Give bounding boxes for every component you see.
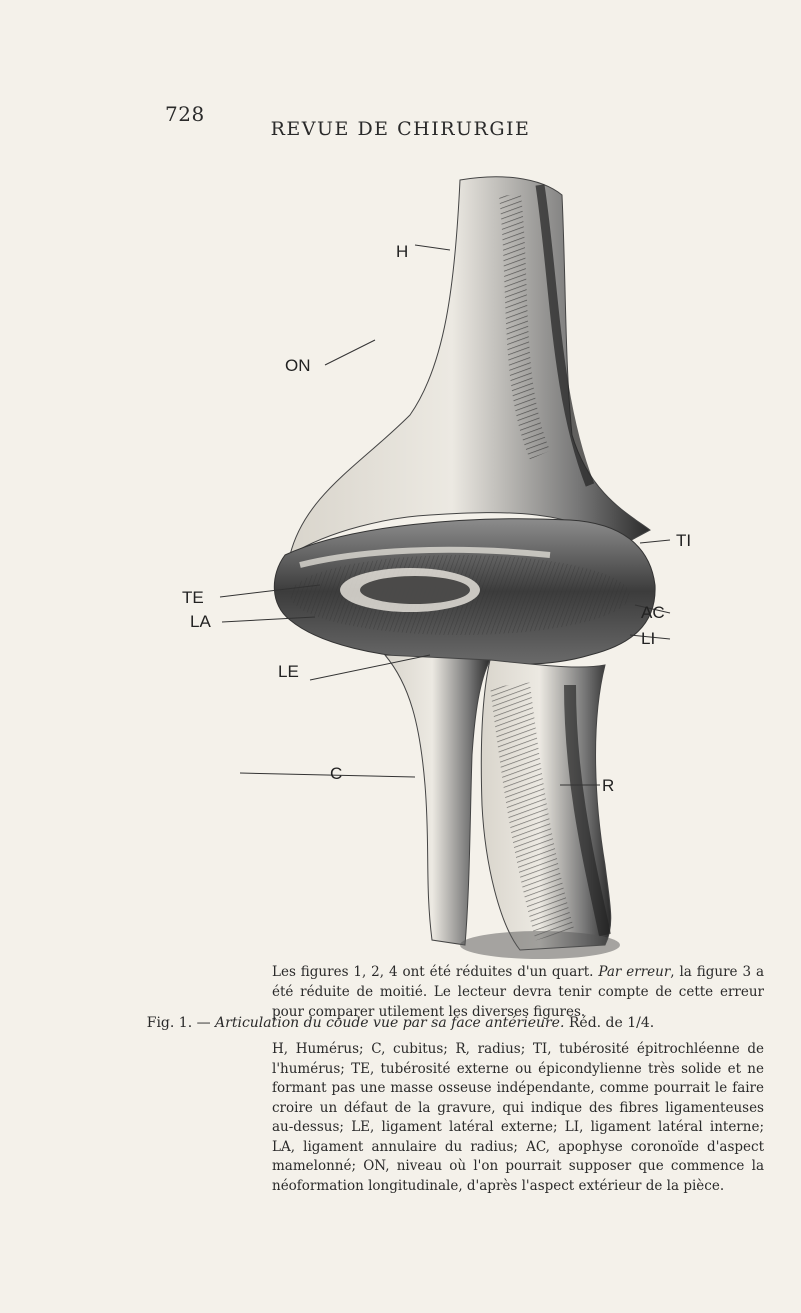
elbow-engraving <box>182 165 730 955</box>
humerus-shape <box>290 177 650 555</box>
reduction-note <box>272 962 764 1022</box>
page-number: 728 <box>165 102 205 126</box>
label-TE: TE <box>182 588 204 607</box>
running-head: REVUE DE CHIRURGIE <box>270 118 531 140</box>
figure-label: Fig. 1. — <box>146 1015 216 1031</box>
label-LA: LA <box>190 612 211 631</box>
label-R: R <box>602 776 615 795</box>
label-C: C <box>330 764 343 783</box>
label-AC: AC <box>641 603 665 622</box>
note-text-part1: Les figures 1, 2, 4 ont été réduites d'un quart. <box>272 964 599 980</box>
ulna-shape <box>385 655 490 945</box>
note-text-italic: Par erreur <box>598 964 671 980</box>
label-H: H <box>396 242 409 261</box>
figure-caption <box>0 1015 801 1031</box>
figure-title: Articulation du coude vue par sa face antérieure. <box>215 1015 565 1031</box>
note-text-part2: , la figure 3 a été réduite de moitié. Le lecteur devra tenir compte de cette erreur pour comparer utilement les diverses figures. <box>272 964 764 1020</box>
label-LE: LE <box>278 662 299 681</box>
label-TI: TI <box>676 531 692 550</box>
figure-reduction: Réd. de 1/4. <box>564 1015 655 1031</box>
figure-legend: H, Humérus; C, cubitus; R, radius; TI, tubérosité épitrochléenne de l'humérus; TE, tubérosité externe ou épicondylienne très solide et ne formant pas une masse osseuse indépendante, comme pourrait le faire croire un défaut de la gravure, qui indique des fibres ligamenteuses au-dessus; LE, ligament latéral externe; LI, ligament latéral interne; LA, ligament annulaire du radius; AC, apophyse coronoïde d'aspect mamelonné; ON, niveau où l'on pourrait supposer que commence la néoformation longitudinale, d'après l'aspect extérieur de la pièce. <box>272 1041 764 1194</box>
label-LI: LI <box>641 629 656 648</box>
label-ON: ON <box>285 356 311 375</box>
